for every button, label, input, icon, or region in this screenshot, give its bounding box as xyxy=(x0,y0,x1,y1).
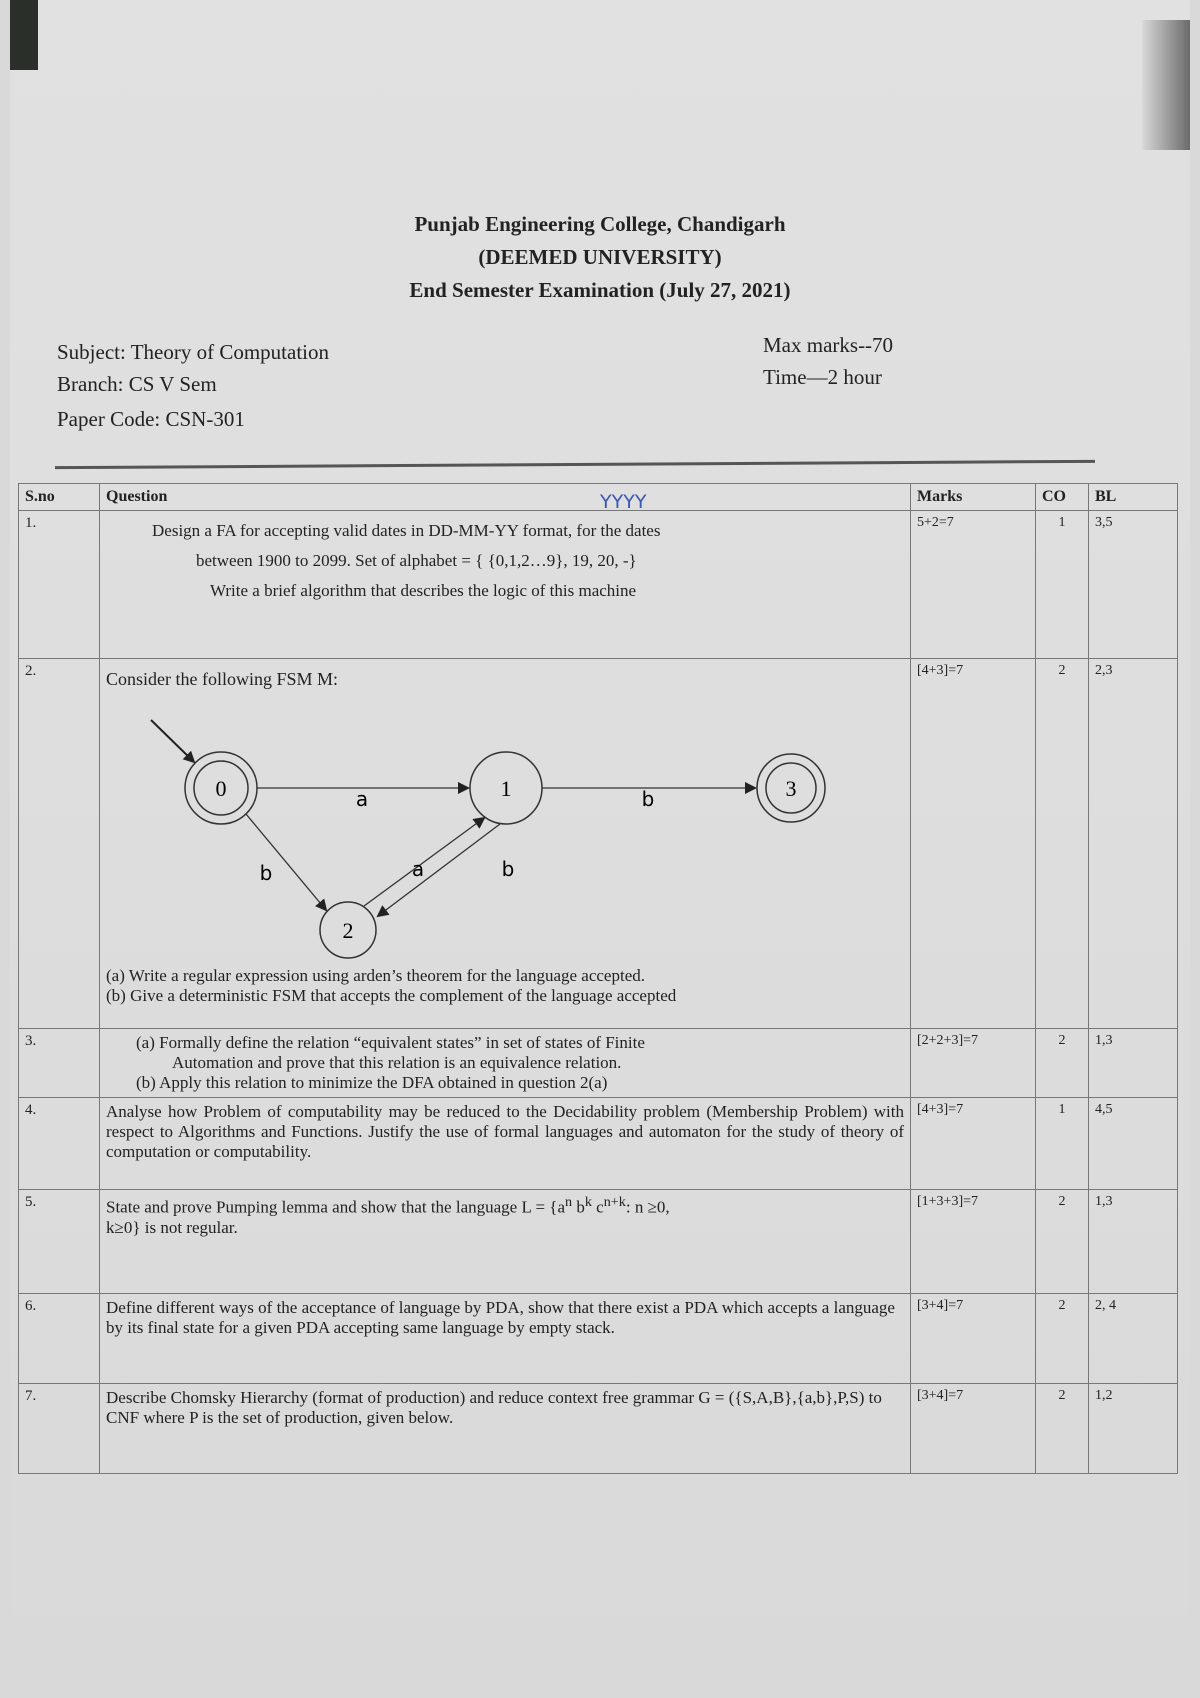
bl: 1,3 xyxy=(1089,1029,1178,1098)
q1-line: Design a FA for accepting valid dates in DD-MM-YY format, for the dates xyxy=(152,521,661,540)
marks: [2+2+3]=7 xyxy=(911,1029,1036,1098)
state-3 xyxy=(757,754,825,822)
q1-line: Write a brief algorithm that describes the logic of this machine xyxy=(210,581,637,600)
fsm-diagram xyxy=(106,700,826,960)
state-2 xyxy=(320,902,376,958)
table-row xyxy=(19,1384,1178,1474)
sno: 2. xyxy=(19,659,100,1029)
q3-part-a-cont: Automation and prove that this relation is an equivalence relation. xyxy=(172,1053,622,1072)
q5-line: k≥0} is not regular. xyxy=(106,1217,238,1237)
edge-0-2 xyxy=(246,814,326,910)
edge-label: a xyxy=(411,857,425,881)
q3-part-b: (b) Apply this relation to minimize the DFA obtained in question 2(a) xyxy=(136,1073,608,1092)
edge-label: b xyxy=(641,787,655,811)
q5-line xyxy=(106,1194,904,1218)
question-cell xyxy=(100,659,911,1029)
state-label: 3 xyxy=(785,776,797,801)
photo-edge-shadow xyxy=(10,0,38,70)
q2-part-a: (a) Write a regular expression using arden’s theorem for the language accepted. xyxy=(106,966,645,985)
question-cell xyxy=(100,1029,911,1098)
table-row xyxy=(19,1190,1178,1294)
bl: 2,3 xyxy=(1089,659,1178,1029)
marks: [4+3]=7 xyxy=(911,1098,1036,1190)
handwritten-annotation: YYYY xyxy=(600,491,647,513)
co: 1 xyxy=(1036,511,1089,659)
co: 2 xyxy=(1036,1029,1089,1098)
sno: 6. xyxy=(19,1294,100,1384)
state-1 xyxy=(470,752,542,824)
marks: [4+3]=7 xyxy=(911,659,1036,1029)
marks: [1+3+3]=7 xyxy=(911,1190,1036,1294)
exponent: n xyxy=(565,1194,573,1210)
exponent: k xyxy=(584,1194,592,1210)
question-cell xyxy=(100,1190,911,1294)
exam-title: End Semester Examination (July 27, 2021) xyxy=(409,278,791,302)
table-row xyxy=(19,511,1178,659)
co: 2 xyxy=(1036,659,1089,1029)
col-question: Question xyxy=(100,484,911,511)
marks: [3+4]=7 xyxy=(911,1384,1036,1474)
max-marks: Max marks--70 xyxy=(763,333,894,357)
co: 2 xyxy=(1036,1294,1089,1384)
edge-2-1 xyxy=(364,818,484,906)
sno: 5. xyxy=(19,1190,100,1294)
state-label: 2 xyxy=(342,918,354,943)
bl: 1,2 xyxy=(1089,1384,1178,1474)
col-bl: BL xyxy=(1089,484,1178,511)
edge-0-1 xyxy=(257,787,468,811)
marks: 5+2=7 xyxy=(911,511,1036,659)
table-row xyxy=(19,1098,1178,1190)
state-label: 1 xyxy=(500,776,512,801)
q5-text: c xyxy=(591,1197,604,1217)
state-label: 0 xyxy=(215,776,227,801)
co: 1 xyxy=(1036,1098,1089,1190)
college-name: Punjab Engineering College, Chandigarh xyxy=(414,212,786,236)
table-row xyxy=(19,1029,1178,1098)
sno: 7. xyxy=(19,1384,100,1474)
state-0 xyxy=(185,752,257,824)
q5-text: : n ≥0, xyxy=(625,1197,670,1217)
edge-1-3 xyxy=(542,787,755,811)
edge-1-2 xyxy=(378,824,514,916)
photo-edge-shadow xyxy=(1142,20,1190,150)
question-cell: Analyse how Problem of computability may be reduced to the Decidability problem (Membership Problem) with respect to Algorithms and Functions. Justify the use of formal languages and automaton for the study of theory of computation or computability. xyxy=(100,1098,911,1190)
edge-label: b xyxy=(259,861,273,885)
edge-label: a xyxy=(355,787,369,811)
question-cell: Describe Chomsky Hierarchy (format of production) and reduce context free grammar G = ({S,A,B},{a,b},P,S) to CNF where P is the set of production, given below. xyxy=(100,1384,911,1474)
bl: 1,3 xyxy=(1089,1190,1178,1294)
paper-code: Paper Code: CSN-301 xyxy=(57,407,245,431)
sno: 4. xyxy=(19,1098,100,1190)
start-arrow xyxy=(151,720,194,762)
subject: Subject: Theory of Computation xyxy=(57,340,329,364)
branch: Branch: CS V Sem xyxy=(57,372,217,396)
sno: 1. xyxy=(19,511,100,659)
table-header-row xyxy=(19,484,1178,511)
question-cell: Define different ways of the acceptance of language by PDA, show that there exist a PDA which accepts a language by its final state for a given PDA accepting same language by empty stack. xyxy=(100,1294,911,1384)
col-co: CO xyxy=(1036,484,1089,511)
university-status: (DEEMED UNIVERSITY) xyxy=(478,245,722,269)
q1-line: between 1900 to 2099. Set of alphabet = { {0,1,2…9}, 19, 20, -} xyxy=(196,551,637,570)
time-allowed: Time—2 hour xyxy=(763,365,882,389)
bl: 2, 4 xyxy=(1089,1294,1178,1384)
q5-text: b xyxy=(572,1197,585,1217)
bl: 3,5 xyxy=(1089,511,1178,659)
co: 2 xyxy=(1036,1190,1089,1294)
col-marks: Marks xyxy=(911,484,1036,511)
marks: [3+4]=7 xyxy=(911,1294,1036,1384)
question-table xyxy=(18,483,1178,1474)
q2-part-b: (b) Give a deterministic FSM that accepts the complement of the language accepted xyxy=(106,986,677,1005)
co: 2 xyxy=(1036,1384,1089,1474)
col-sno: S.no xyxy=(19,484,100,511)
edge-label: b xyxy=(501,857,515,881)
sno: 3. xyxy=(19,1029,100,1098)
table-row xyxy=(19,659,1178,1029)
table-row xyxy=(19,1294,1178,1384)
q2-intro: Consider the following FSM M: xyxy=(106,669,339,689)
bl: 4,5 xyxy=(1089,1098,1178,1190)
q5-text: State and prove Pumping lemma and show that the language L = {a xyxy=(106,1197,566,1217)
q3-part-a: (a) Formally define the relation “equivalent states” in set of states of Finite xyxy=(136,1033,645,1052)
exponent: n+k xyxy=(603,1194,626,1210)
